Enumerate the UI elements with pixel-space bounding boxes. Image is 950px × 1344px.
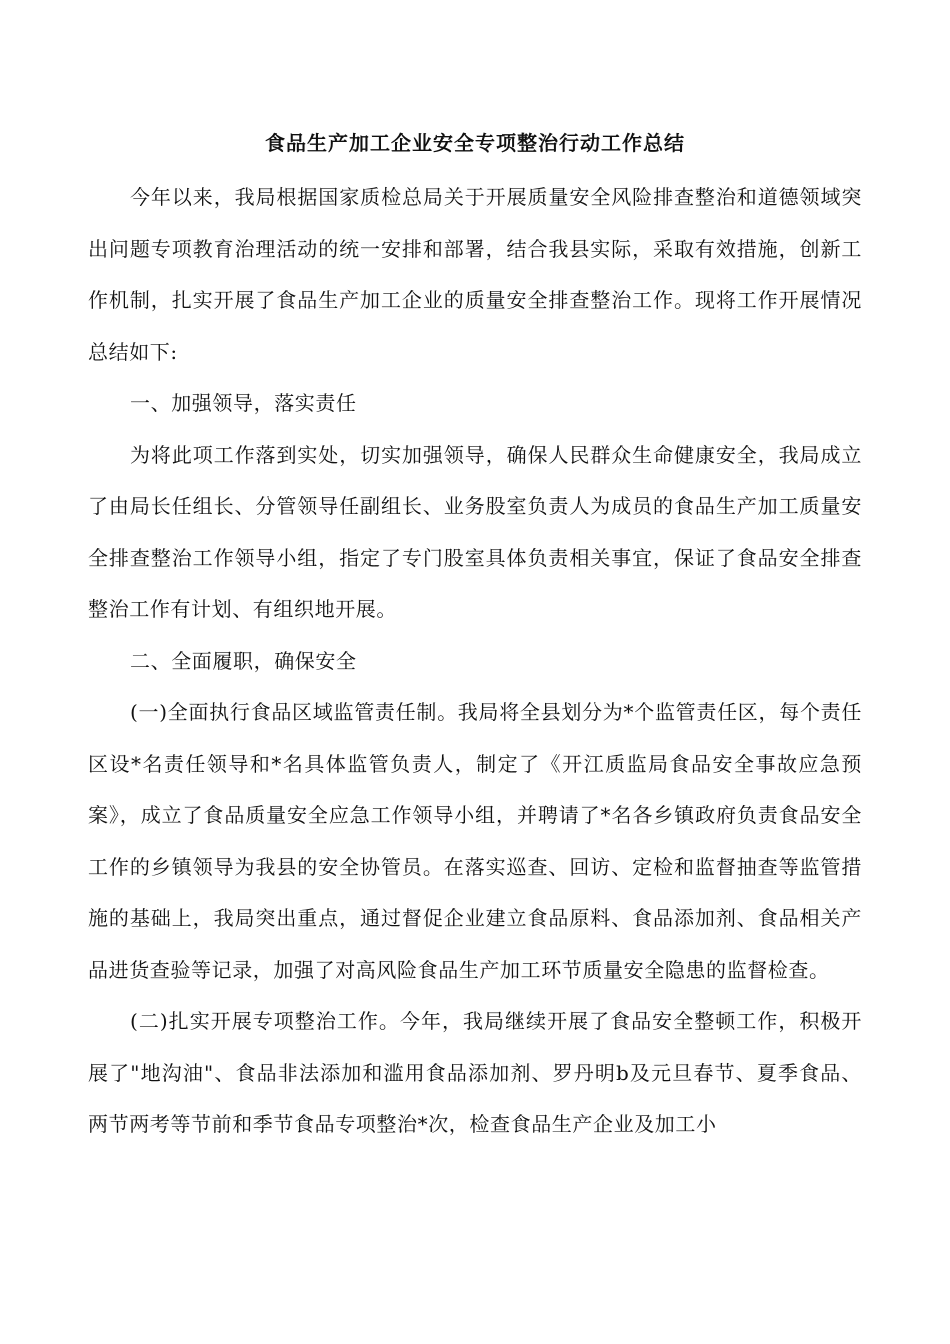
section-heading-1: 一、加强领导，落实责任: [130, 391, 357, 415]
section-heading-2: 二、全面履职，确保安全: [130, 648, 357, 673]
section-1-paragraph: 为将此项工作落到实处，切实加强领导，确保人民群众生命健康安全，我局成立了由局长任组长、分管领导任副组长、业务股室负责人为成员的食品生产加工质量安全排查整治工作领导小组，指定了专门股室具体负责相关事宜，保证了食品安全排查整治工作有计划、有组织地开展。: [88, 442, 862, 621]
document-title: 食品生产加工企业安全专项整治行动工作总结: [265, 131, 685, 155]
document-page: [88, 128, 862, 1151]
section-2-item-1-paragraph: (一)全面执行食品区域监管责任制。我局将全县划分为*个监管责任区，每个责任区设*名责任领导和*名具体监管负责人，制定了《开江质监局食品安全事故应急预案》，成立了食品质量安全应急工作领导小组，并聘请了*名各乡镇政府负责食品安全工作的乡镇领导为我县的安全协管员。在落实巡查、回访、定检和监督抽查等监管措施的基础上，我局突出重点，通过督促企业建立食品原料、食品添加剂、食品相关产品进货查验等记录，加强了对高风险食品生产加工环节质量安全隐患的监督检查。: [88, 700, 862, 982]
section-2-item-2-paragraph: (二)扎实开展专项整治工作。今年，我局继续开展了食品安全整顿工作，积极开展了"地沟油"、食品非法添加和滥用食品添加剂、罗丹明b及元旦春节、夏季食品、两节两考等节前和季节食品专项整治*次，检查食品生产企业及加工小: [88, 1009, 862, 1136]
intro-paragraph: 今年以来，我局根据国家质检总局关于开展质量安全风险排查整治和道德领域突出问题专项教育治理活动的统一安排和部署，结合我县实际，采取有效措施，创新工作机制，扎实开展了食品生产加工企业的质量安全排查整治工作。现将工作开展情况总结如下:: [88, 185, 862, 364]
